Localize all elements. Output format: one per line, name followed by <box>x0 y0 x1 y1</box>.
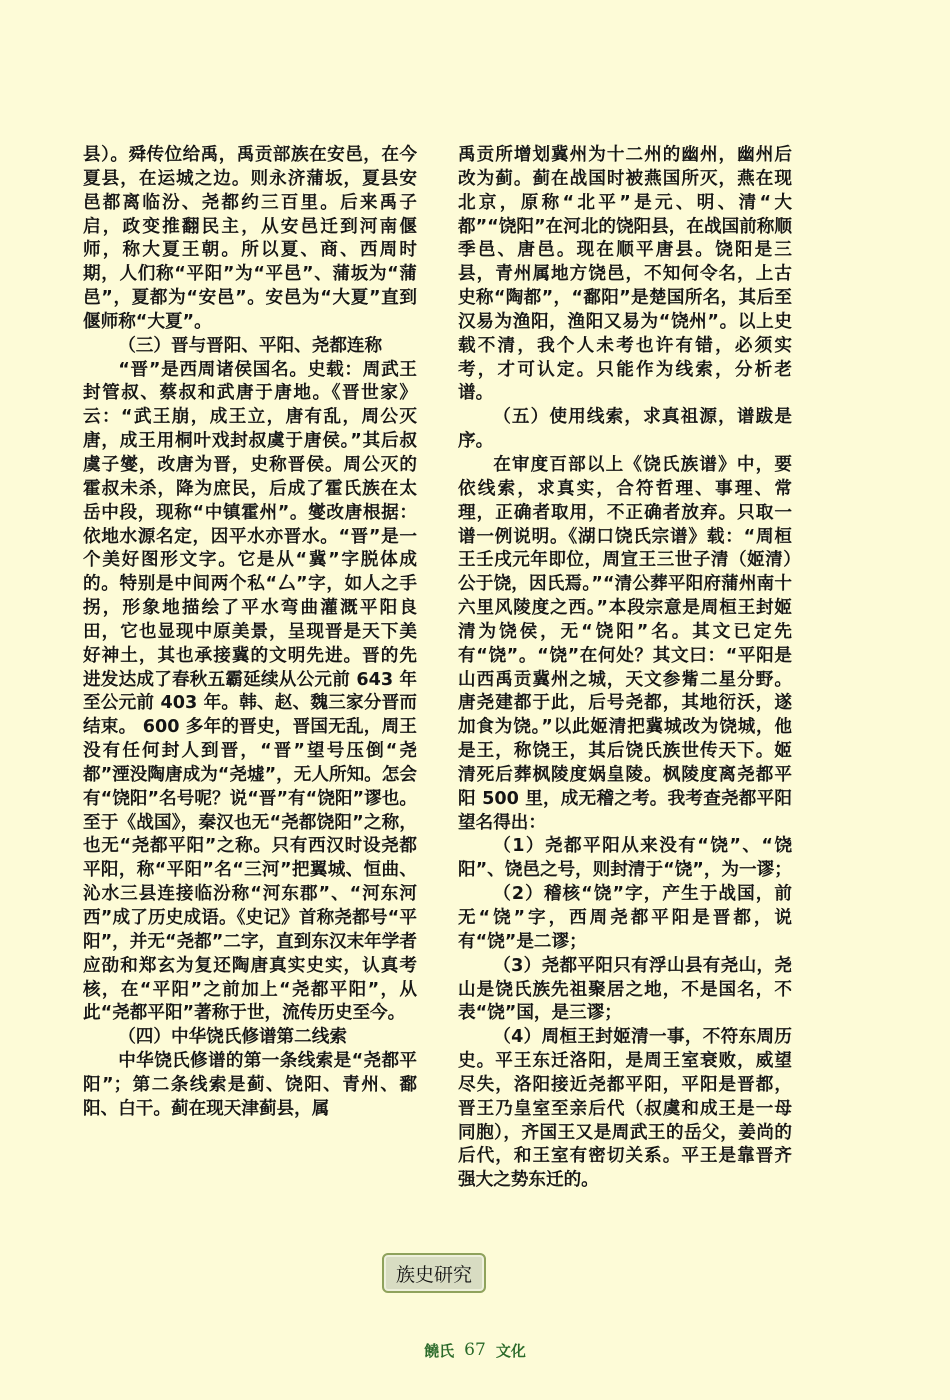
list-item: （1）尧都平阳从来没有“饶”、“饶阳”、饶邑之号，则封清于“饶”，为一谬； <box>458 836 792 881</box>
paragraph: 在审度百部以上《饶氏族谱》中，要依线索，求真实，合符哲理、事理、常理，正确者取用，不正确者放弃。只取一谱一例说明。《湖口饶氏宗谱》载：“周桓王壬戌元年即位，周宣王三世子清（姬清）公于饶，因氏焉。”“清公葬平阳府蒲州南十六里风陵度之西。”本段宗意是周桓王封姬清为饶侯，无“饶阳”名。其文已定先有“饶”。“饶”在何处？其文曰：“平阳是山西禹贡冀州之城，天文参觜二星分野。唐尧建都于此，后号尧都，其地衍沃，遂加食为饶。”以此姬清把冀城改为饶城，他是王，称饶王，其后饶氏族世传天下。姬清死后葬枫陵度娲皇陵。枫陵度离尧都平阳 500 里，成无稽之考。我考查尧都平阳望名得出： <box>458 454 792 833</box>
section-heading: （三）晋与晋阳、平阳、尧都连称 <box>118 335 383 356</box>
list-item: （3）尧都平阳只有浮山县有尧山，尧山是饶氏族先祖聚居之地，不是国名，不表“饶”国，是三谬； <box>458 955 792 1024</box>
section-badge: 族史研究 <box>382 1253 486 1293</box>
section-heading: （五）使用线索，求真祖源，谱跋是序。 <box>458 407 792 452</box>
list-item: （2）稽核“饶”字，产生于战国，前无“饶”字，西周尧都平阳是晋都，说有“饶”是二谬； <box>458 884 792 952</box>
section-heading: （四）中华饶氏修谱第二线索 <box>118 1027 347 1048</box>
footer-section-name: 文化 <box>495 1341 526 1360</box>
paragraph: 县）。舜传位给禹，禹贡部族在安邑，在今夏县，在运城之边。则永济蒲坂，夏县安邑都离临汾、尧都约三百里。后来禹子启，政变推翻民主，从安邑迁到河南偃师，称大夏王朝。所以夏、商、西周时期，人们称“平阳”为“平邑”、蒲坂为“蒲邑”，夏都为“安邑”。安邑为“大夏”直到偃师称“大夏”。 <box>83 145 417 332</box>
paragraph: 中华饶氏修谱的第一条线索是“尧都平阳”；第二条线索是蓟、饶阳、青州、鄱阳、白干。蓟在现天津蓟县，属 <box>83 1051 417 1119</box>
page-number: 67 <box>464 1340 486 1360</box>
paragraph: 禹贡所增划冀州为十二州的幽州，幽州后改为蓟。蓟在战国时被燕国所灭，燕在现北京，原称“北平”是元、明、清“大都”“饶阳”在河北的饶阳县，在战国前称顺季邑、唐邑。现在顺平唐县。饶阳是三县，青州属地方饶邑，不知何令名，上古史称“陶都”，“鄱阳”是楚国所名，其后至汉易为渔阳，渔阳又易为“饶州”。以上史载不清，我个人未考也许有错，必须实考，才可认定。只能作为线索，分析老谱。 <box>458 145 792 404</box>
right-text-column <box>458 144 792 1193</box>
list-item: （4）周桓王封姬清一事，不符东周历史。平王东迁洛阳，是周王室衰败，威望尽失，洛阳接近尧都平阳，平阳是晋都，晋王乃皇室至亲后代（叔虞和成王是一母同胞），齐国王又是周武王的岳父，姜尚的后代，和王室有密切关系。平王是靠晋齐强大之势东迁的。 <box>458 1027 792 1191</box>
paragraph: “晋”是西周诸侯国名。史载：周武王封管叔、蔡叔和武唐于唐地。《晋世家》云：“武王崩，成王立，唐有乱，周公灭唐，成王用桐叶戏封叔虞于唐侯。”其后叔虞子燮，改唐为晋，史称晋侯。周公灭的霍叔未杀，降为庶民，后成了霍氏族在太岳中段，现称“中镇霍州”。燮改唐根据：依地水源名定，因平水亦晋水。“晋”是一个美好图形文字。它是从“冀”字脱体成的。特别是中间两个私“厶”字，如人之手拐，形象地描绘了平水弯曲灌溉平阳良田，它也显现中原美景，呈现晋是天下美好神土，其也承接冀的文明先进。晋的先进发达成了春秋五霸延续从公元前 643 年至公元前 403 年。韩、赵、魏三家分晋而结束。 600 多年的晋史，晋国无乱，周王没有任何封人到晋，“晋”望号压倒“尧都”湮没陶唐成为“尧墟”，无人所知。怎会有“饶阳”名号呢？说“晋”有“饶阳”谬也。至于《战国》，秦汉也无“尧都饶阳”之称，也无“尧都平阳”之称。只有西汉时设尧都平阳，称“平阳”名“三河”把翼城、恒曲、沁水三县连接临汾称“河东郡”、“河东河西”成了历史成语。《史记》首称尧都号“平阳”，并无“尧都”二字，直到东汉末年学者应劭和郑玄为复还陶唐真实史实，认真考核，在“平阳”之前加上“尧都平阳”，从此“尧都平阳”著称于世，流传历史至今。 <box>83 359 417 1024</box>
page-footer <box>0 1336 950 1364</box>
left-text-column <box>83 144 417 1122</box>
footer-magazine-name: 饒氏 <box>424 1341 455 1360</box>
